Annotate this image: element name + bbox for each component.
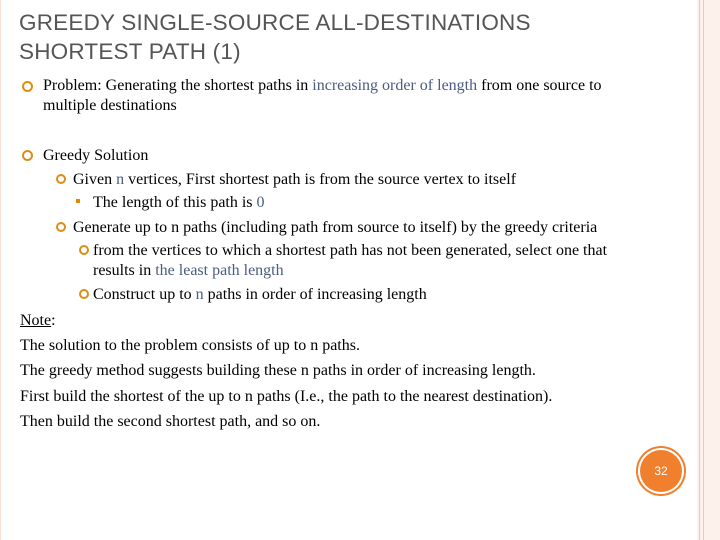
slide-title-line-2: SHORTEST PATH (1) bbox=[19, 39, 241, 64]
square-bullet-icon bbox=[76, 199, 80, 203]
frame-line bbox=[699, 0, 700, 540]
page-number: 32 bbox=[654, 464, 668, 478]
ring-bullet-icon bbox=[22, 150, 33, 161]
length-text: The length of this path is 0 bbox=[93, 194, 265, 211]
note-line: The solution to the problem consists of up to n paths. bbox=[20, 337, 360, 354]
generate-text: Generate up to n paths (including path from source to itself) by the greedy criteria bbox=[73, 219, 598, 236]
slide-title bbox=[19, 8, 689, 66]
from-vertices-text: from the vertices to which a shortest path has not been generated, select one that bbox=[93, 242, 608, 259]
ring-bullet-icon bbox=[56, 222, 66, 232]
note-line: The greedy method suggests building these n paths in order of increasing length. bbox=[20, 362, 536, 379]
greedy-heading: Greedy Solution bbox=[43, 147, 149, 164]
slide-title-line-1: GREEDY SINGLE-SOURCE ALL-DESTINATIONS bbox=[19, 10, 531, 35]
construct-text: Construct up to n paths in order of increasing length bbox=[93, 286, 427, 303]
page-number-badge bbox=[640, 450, 682, 492]
ring-bullet-icon bbox=[22, 81, 33, 92]
ring-bullet-icon bbox=[56, 174, 66, 184]
ring-bullet-icon bbox=[79, 245, 89, 255]
note-line: Then build the second shortest path, and so on. bbox=[20, 413, 321, 430]
ring-bullet-icon bbox=[79, 289, 89, 299]
frame-line-left bbox=[0, 0, 1, 540]
problem-highlight: increasing order of length bbox=[312, 77, 478, 94]
problem-text-line-2: multiple destinations bbox=[43, 97, 177, 114]
from-vertices-text-line-2: results in the least path length bbox=[93, 262, 284, 279]
right-decorative-frame bbox=[697, 0, 720, 540]
frame-line bbox=[703, 0, 704, 540]
note-label: Note bbox=[20, 312, 52, 329]
problem-text: Problem: Generating the shortest paths in increasing order of length from one source to bbox=[43, 77, 602, 94]
note-line: First build the shortest of the up to n paths (I.e., the path to the nearest destination). bbox=[20, 388, 553, 405]
note-heading: Note: bbox=[20, 312, 56, 329]
given-text: Given n vertices, First shortest path is from the source vertex to itself bbox=[73, 171, 517, 188]
